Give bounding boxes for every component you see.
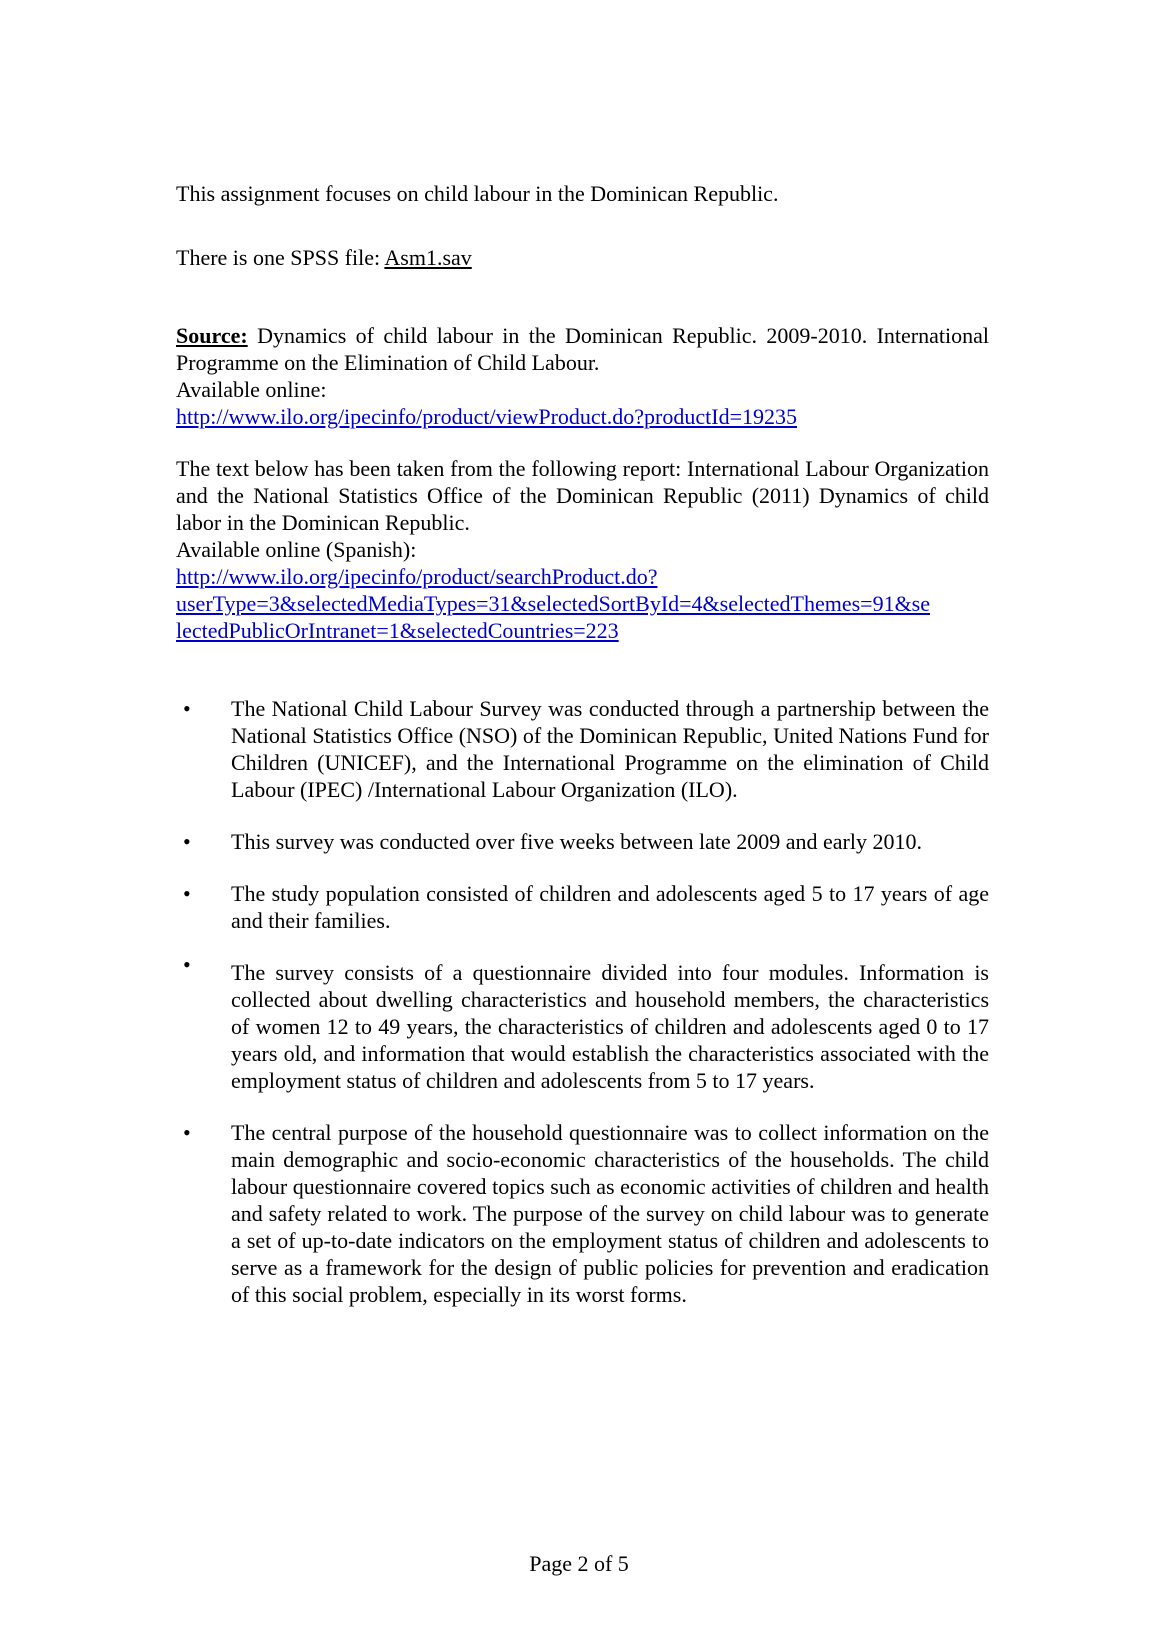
bullet-icon: • bbox=[183, 1120, 191, 1145]
report-url-line-1[interactable]: http://www.ilo.org/ipecinfo/product/searchProduct.do? bbox=[176, 564, 658, 589]
survey-bullet-list bbox=[176, 695, 989, 1308]
list-item bbox=[176, 952, 989, 1094]
source-paragraph bbox=[176, 322, 989, 376]
bullet-icon: • bbox=[183, 952, 191, 977]
list-item bbox=[176, 828, 989, 855]
bullet-text: The survey consists of a questionnaire divided into four modules. Information is collected about dwelling characteristics and household members, the characteristics of women 12 to 49 years, the characteristics of children and adolescents aged 0 to 17 years old, and information that would establish the characteristics associated with the employment status of children and adolescents from 5 to 17 years. bbox=[231, 960, 989, 1093]
source-url-link[interactable]: http://www.ilo.org/ipecinfo/product/viewProduct.do?productId=19235 bbox=[176, 404, 797, 429]
bullet-text: This survey was conducted over five weeks between late 2009 and early 2010. bbox=[231, 829, 922, 854]
document-page bbox=[176, 180, 989, 1308]
report-url-link[interactable] bbox=[176, 563, 989, 644]
page-number-footer: Page 2 of 5 bbox=[529, 1551, 629, 1576]
report-available-label: Available online (Spanish): bbox=[176, 537, 417, 562]
report-url-line-3[interactable]: lectedPublicOrIntranet=1&selectedCountries=223 bbox=[176, 618, 619, 643]
bullet-icon: • bbox=[183, 881, 191, 906]
list-item bbox=[176, 880, 989, 934]
spss-file-name: Asm1.sav bbox=[384, 245, 472, 270]
report-url-line-2[interactable]: userType=3&selectedMediaTypes=31&selectedSortById=4&selectedThemes=91&se bbox=[176, 591, 931, 616]
list-item bbox=[176, 695, 989, 803]
source-label: Source: bbox=[176, 323, 248, 348]
spss-file-line bbox=[176, 244, 989, 271]
source-available-label: Available online: bbox=[176, 377, 327, 402]
spss-file-prefix: There is one SPSS file: bbox=[176, 245, 385, 270]
bullet-text: The study population consisted of children and adolescents aged 5 to 17 years of age and their families. bbox=[231, 881, 989, 933]
bullet-icon: • bbox=[183, 696, 191, 721]
list-item bbox=[176, 1119, 989, 1308]
bullet-text: The central purpose of the household questionnaire was to collect information on the main demographic and socio-economic characteristics of the households. The child labour questionnaire covered topics such as economic activities of children and health and safety related to work. The purpose of the survey on child labour was to generate a set of up-to-date indicators on the employment status of children and adolescents to serve as a framework for the design of public policies for prevention and eradication of this social problem, especially in its worst forms. bbox=[231, 1120, 989, 1307]
intro-focus-text: This assignment focuses on child labour in the Dominican Republic. bbox=[176, 181, 779, 206]
source-text: Dynamics of child labour in the Dominican Republic. 2009-2010. International Programme on the Elimination of Child Labour. bbox=[176, 323, 989, 375]
bullet-text: The National Child Labour Survey was conducted through a partnership between the National Statistics Office (NSO) of the Dominican Republic, United Nations Fund for Children (UNICEF), and the International Programme on the elimination of Child Labour (IPEC) /International Labour Organization (ILO). bbox=[231, 696, 989, 802]
report-paragraph: The text below has been taken from the following report: International Labour Organization and the National Statistics Office of the Dominican Republic (2011) Dynamics of child labor in the Dominican Republic. bbox=[176, 456, 989, 535]
bullet-icon: • bbox=[183, 829, 191, 854]
